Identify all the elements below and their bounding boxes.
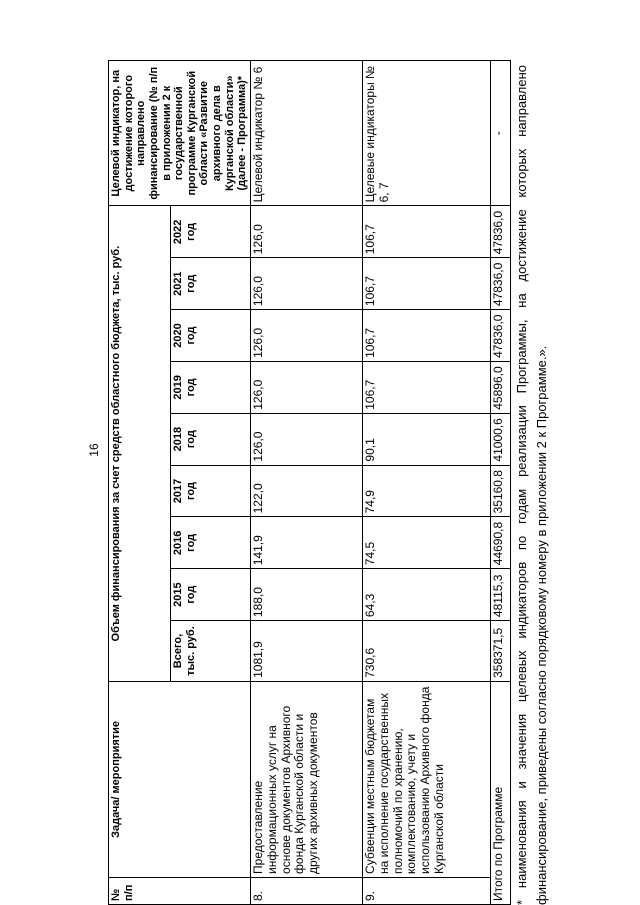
- total-year-value: 41000,6: [491, 413, 511, 465]
- header-year: 2018 год: [170, 413, 250, 465]
- header-year: 2020 год: [170, 310, 250, 362]
- row-total: 1081,9: [251, 621, 363, 682]
- header-funding: Объем финансирования за счет средств областного бюджета, тыс. руб.: [109, 206, 171, 681]
- header-year: 2021 год: [170, 258, 250, 310]
- total-indicator: -: [491, 61, 511, 206]
- row-year-value: 106,7: [363, 206, 491, 258]
- row-year-value: 126,0: [251, 413, 363, 465]
- total-row: [491, 61, 511, 905]
- header-total: Всего, тыс. руб.: [170, 621, 250, 682]
- row-num: 9.: [363, 877, 491, 904]
- total-year-value: 35160,8: [491, 465, 511, 517]
- rotated-page-content: [94, 55, 554, 905]
- funding-table: [108, 60, 511, 905]
- total-year-value: 45896,0: [491, 361, 511, 413]
- table-row: [363, 61, 491, 905]
- page-number: 16: [87, 443, 101, 457]
- header-task: Задача/ мероприятие: [109, 681, 251, 877]
- header-year: 2019 год: [170, 361, 250, 413]
- row-total: 730,6: [363, 621, 491, 682]
- row-year-value: 106,7: [363, 310, 491, 362]
- row-year-value: 126,0: [251, 206, 363, 258]
- total-year-value: 47836,0: [491, 310, 511, 362]
- table-row: [251, 61, 363, 905]
- header-year: 2015 год: [170, 569, 250, 621]
- row-indicator: Целевой индикатор № 6: [251, 61, 363, 206]
- header-year: 2017 год: [170, 465, 250, 517]
- total-year-value: 44690,8: [491, 517, 511, 569]
- total-year-value: 47836,0: [491, 206, 511, 258]
- row-task: Предоставление информационных услуг на основе документов Архивного фонда Курганской области и других архивных документов: [251, 681, 363, 877]
- row-year-value: 126,0: [251, 258, 363, 310]
- total-year-value: 48115,3: [491, 569, 511, 621]
- row-year-value: 122,0: [251, 465, 363, 517]
- header-num: № п/п: [109, 877, 251, 904]
- row-year-value: 64,3: [363, 569, 491, 621]
- total-label: Итого по Программе: [491, 681, 511, 904]
- row-year-value: 126,0: [251, 310, 363, 362]
- row-year-value: 74,5: [363, 517, 491, 569]
- row-task: Субвенции местным бюджетам на исполнение государственных полномочий по хранению, комплектованию, учету и использованию Архивного фонда Курганской области: [363, 681, 491, 877]
- row-year-value: 106,7: [363, 361, 491, 413]
- total-year-value: 47836,0: [491, 258, 511, 310]
- row-year-value: 74,9: [363, 465, 491, 517]
- header-year: 2016 год: [170, 517, 250, 569]
- row-year-value: 141,9: [251, 517, 363, 569]
- row-year-value: 188,0: [251, 569, 363, 621]
- total-value: 358371,5: [491, 621, 511, 682]
- row-year-value: 90,1: [363, 413, 491, 465]
- footnote: * наименования и значения целевых индикаторов по годам реализации Программы, на достижение которых направлено финансирование, приведены согласно порядковому номеру в приложении 2 к Программе.».: [514, 65, 550, 905]
- row-indicator: Целевые индикаторы № 6, 7: [363, 61, 491, 206]
- row-num: 8.: [251, 877, 363, 904]
- header-year: 2022 год: [170, 206, 250, 258]
- header-indicator: Целевой индикатор, на достижение которого направлено финансирование (№ п/п в приложении 2 к государственной программе Курганской области «Развитие архивного дела в Курганской области» (далее - Программа)*: [109, 61, 251, 206]
- row-year-value: 106,7: [363, 258, 491, 310]
- row-year-value: 126,0: [251, 361, 363, 413]
